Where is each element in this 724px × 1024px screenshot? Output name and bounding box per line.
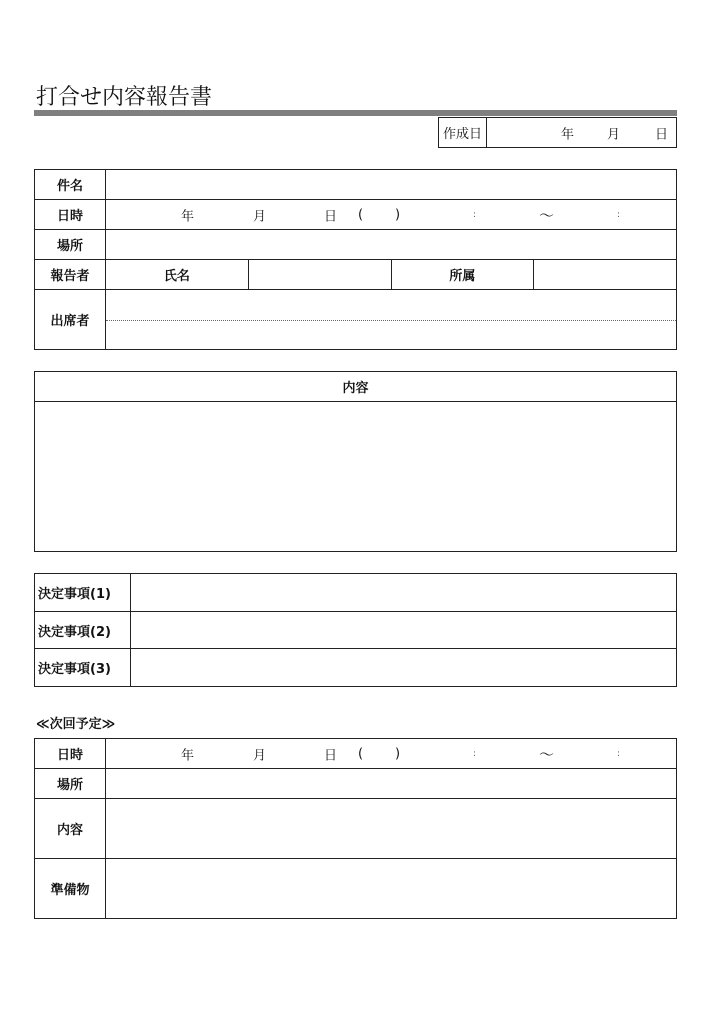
- next-place-field[interactable]: [106, 769, 677, 799]
- next-content-field[interactable]: [106, 799, 677, 859]
- next-time-range-tilde: ～: [539, 745, 555, 763]
- decision-2-label: 決定事項(2): [35, 612, 131, 649]
- reporter-affiliation-label: 所属: [391, 260, 534, 290]
- datetime-field[interactable]: [106, 200, 677, 230]
- end-time-colon: :: [617, 209, 621, 220]
- next-end-time-colon: :: [617, 748, 621, 759]
- subject-field[interactable]: [106, 170, 677, 200]
- decision-2-field[interactable]: [131, 612, 677, 649]
- place-label: 場所: [35, 230, 106, 260]
- next-start-time-colon: :: [473, 748, 477, 759]
- reporter-affiliation-field[interactable]: [534, 260, 677, 290]
- created-month-unit: 月: [607, 127, 621, 142]
- place-field[interactable]: [106, 230, 677, 260]
- created-year-unit: 年: [561, 127, 575, 142]
- time-range-tilde: ～: [539, 206, 555, 224]
- day-unit: 日: [324, 209, 338, 224]
- weekday-paren-open: (: [358, 207, 364, 222]
- next-year-unit: 年: [181, 748, 195, 763]
- reporter-name-field[interactable]: [248, 260, 391, 290]
- next-schedule-heading: ≪次回予定≫: [36, 717, 116, 732]
- created-date-table: [438, 117, 677, 148]
- content-table: [34, 371, 677, 552]
- next-datetime-label: 日時: [35, 739, 106, 769]
- decision-1-label: 決定事項(1): [35, 574, 131, 612]
- next-schedule-table: [34, 738, 677, 919]
- decision-3-field[interactable]: [131, 649, 677, 687]
- next-preparation-field[interactable]: [106, 859, 677, 919]
- content-header: 内容: [35, 372, 677, 402]
- next-content-label: 内容: [35, 799, 106, 859]
- next-preparation-label: 準備物: [35, 859, 106, 919]
- created-day-unit: 日: [655, 127, 669, 142]
- datetime-label: 日時: [35, 200, 106, 230]
- decisions-table: [34, 573, 677, 687]
- next-weekday-paren-open: (: [358, 746, 364, 761]
- decision-3-label: 決定事項(3): [35, 649, 131, 687]
- meeting-info-table: [34, 169, 677, 350]
- next-weekday-paren-close: ): [395, 746, 401, 761]
- next-day-unit: 日: [324, 748, 338, 763]
- attendees-label: 出席者: [35, 290, 106, 350]
- decision-1-field[interactable]: [131, 574, 677, 612]
- next-datetime-field[interactable]: [106, 739, 677, 769]
- reporter-name-label: 氏名: [106, 260, 249, 290]
- content-field[interactable]: [35, 402, 677, 552]
- next-month-unit: 月: [253, 748, 267, 763]
- created-date-label: 作成日: [439, 118, 487, 148]
- subject-label: 件名: [35, 170, 106, 200]
- reporter-label: 報告者: [35, 260, 106, 290]
- month-unit: 月: [253, 209, 267, 224]
- page-title: 打合せ内容報告書: [36, 85, 213, 110]
- attendees-field[interactable]: [106, 290, 677, 350]
- start-time-colon: :: [473, 209, 477, 220]
- weekday-paren-close: ): [395, 207, 401, 222]
- next-place-label: 場所: [35, 769, 106, 799]
- attendees-divider: [106, 320, 676, 321]
- title-underline: [34, 110, 677, 116]
- year-unit: 年: [181, 209, 195, 224]
- created-date-field[interactable]: [487, 118, 677, 148]
